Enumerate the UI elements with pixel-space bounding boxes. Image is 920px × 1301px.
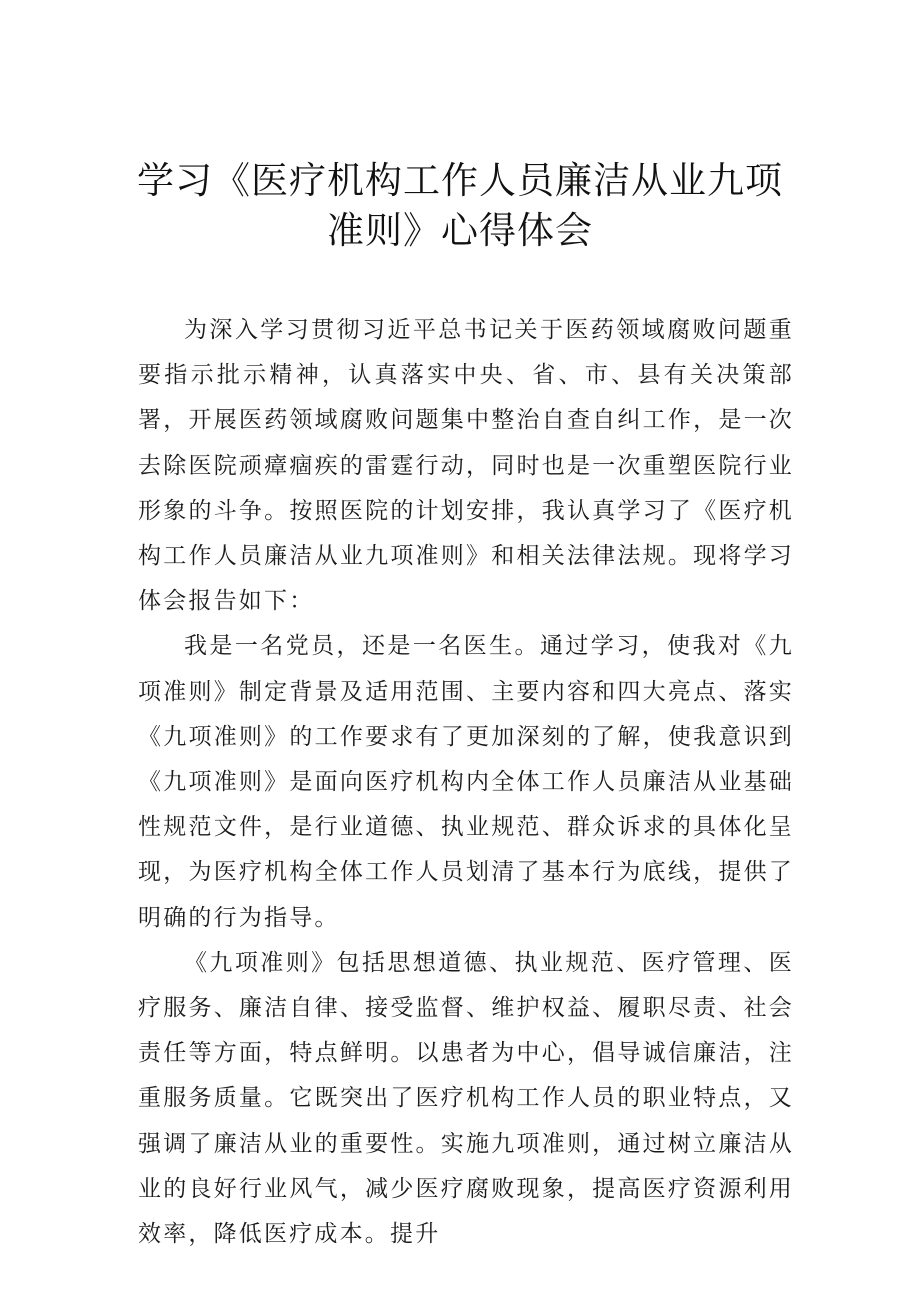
paragraph: 《九项准则》包括思想道德、执业规范、医疗管理、医疗服务、廉洁自律、接受监督、维护权益、履职尽责、社会责任等方面，特点鲜明。以患者为中心，倡导诚信廉洁，注重服务质量。它既突出了医疗机构工作人员的职业特点，又强调了廉洁从业的重要性。实施九项准则，通过树立廉洁从业的良好行业风气，减少医疗腐败现象，提高医疗资源利用效率，降低医疗成本。提升 xyxy=(138,949,794,1248)
document-title: 学习《医疗机构工作人员廉洁从业九项准则》心得体会 xyxy=(137,159,783,252)
paragraph: 为深入学习贯彻习近平总书记关于医药领域腐败问题重要指示批示精神，认真落实中央、省、市、县有关决策部署，开展医药领域腐败问题集中整治自查自纠工作，是一次去除医院顽瘴痼疾的雷霆行动，同时也是一次重塑医院行业形象的斗争。按照医院的计划安排，我认真学习了《医疗机构工作人员廉洁从业九项准则》和相关法律法规。现将学习体会报告如下： xyxy=(138,317,794,615)
paragraph: 我是一名党员，还是一名医生。通过学习，使我对《九项准则》制定背景及适用范围、主要内容和四大亮点、落实《九项准则》的工作要求有了更加深刻的了解，使我意识到《九项准则》是面向医疗机构内全体工作人员廉洁从业基础性规范文件，是行业道德、执业规范、群众诉求的具体化呈现，为医疗机构全体工作人员划清了基本行为底线，提供了明确的行为指导。 xyxy=(138,633,794,931)
document-body xyxy=(138,308,794,1257)
